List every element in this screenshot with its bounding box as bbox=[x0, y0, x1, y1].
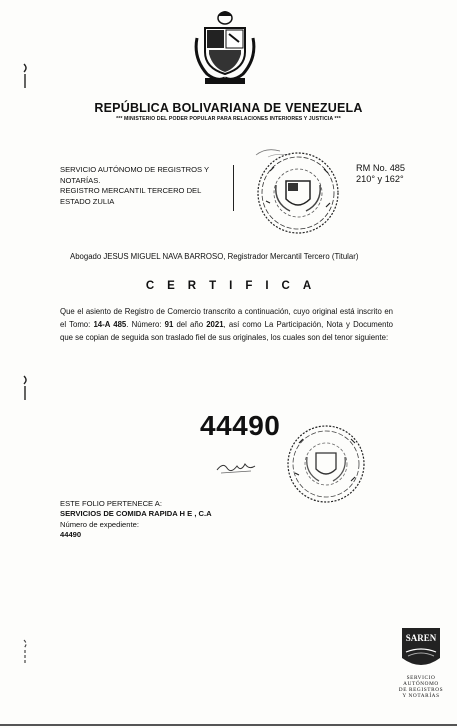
saren-logo bbox=[394, 624, 448, 714]
expediente-label: Número de expediente: bbox=[60, 519, 139, 529]
expediente-number: 44490 bbox=[60, 530, 82, 540]
binding-mark bbox=[20, 374, 32, 402]
binding-mark bbox=[20, 638, 32, 666]
registry-seal-icon bbox=[283, 421, 369, 507]
company-name: SERVICIOS DE COMIDA RAPIDA H E , C.A bbox=[60, 509, 212, 519]
binding-mark bbox=[20, 62, 32, 90]
rm-years: 210° y 162° bbox=[356, 174, 404, 184]
registry-seal-icon bbox=[246, 141, 346, 237]
office-name bbox=[60, 165, 230, 207]
paragraph-text: Que el asiento de Registro de Comercio transcrito a continuación, cuyo original está inscrito en el Tomo: bbox=[60, 307, 393, 329]
certifica-heading: CERTIFICA bbox=[145, 280, 325, 292]
country-title: REPÚBLICA BOLIVARIANA DE VENEZUELA bbox=[94, 101, 363, 115]
saren-emblem-icon bbox=[398, 624, 444, 670]
registrar-line: Abogado JESUS MIGUEL NAVA BARROSO, Registrador Mercantil Tercero (Titular) bbox=[70, 252, 359, 261]
rm-number: RM No. 485 bbox=[356, 163, 406, 173]
office-line: SERVICIO AUTÓNOMO DE REGISTROS Y bbox=[60, 165, 210, 174]
folio-owner bbox=[60, 499, 212, 541]
coat-of-arms-icon bbox=[193, 8, 257, 86]
paragraph-text: del año bbox=[173, 320, 207, 329]
saren-line: Y NOTARÍAS bbox=[402, 693, 440, 699]
ministry-subtitle: *** MINISTERIO DEL PODER POPULAR PARA RELACIONES INTERIORES Y JUSTICIA *** bbox=[116, 116, 341, 122]
bottom-edge bbox=[0, 724, 457, 726]
paragraph-text: . Número: bbox=[126, 320, 165, 329]
folio-number: 44490 bbox=[200, 410, 281, 441]
certification-paragraph bbox=[60, 305, 393, 344]
saren-line: DE REGISTROS bbox=[398, 687, 444, 693]
saren-logo-text: SAREN bbox=[405, 633, 437, 643]
folio-label: ESTE FOLIO PERTENECE A: bbox=[60, 499, 162, 508]
divider bbox=[233, 165, 234, 211]
expediente-line bbox=[60, 520, 212, 541]
saren-line: SERVICIO AUTÓNOMO bbox=[403, 675, 439, 687]
registry-number bbox=[356, 163, 405, 185]
office-line: ESTADO ZULIA bbox=[60, 196, 115, 206]
office-line: NOTARÍAS. bbox=[60, 175, 101, 185]
tomo-value: 14-A 485 bbox=[93, 320, 127, 329]
paragraph-text: , así como La Participación, Nota y Documento que se copian de seguida son traslado fiel de sus originales, los cuales son del tenor siguiente: bbox=[60, 320, 393, 342]
anio-value: 2021 bbox=[206, 320, 224, 329]
signature-icon bbox=[215, 458, 259, 476]
numero-value: 91 bbox=[164, 320, 174, 329]
office-line: REGISTRO MERCANTIL TERCERO DEL bbox=[60, 186, 202, 196]
